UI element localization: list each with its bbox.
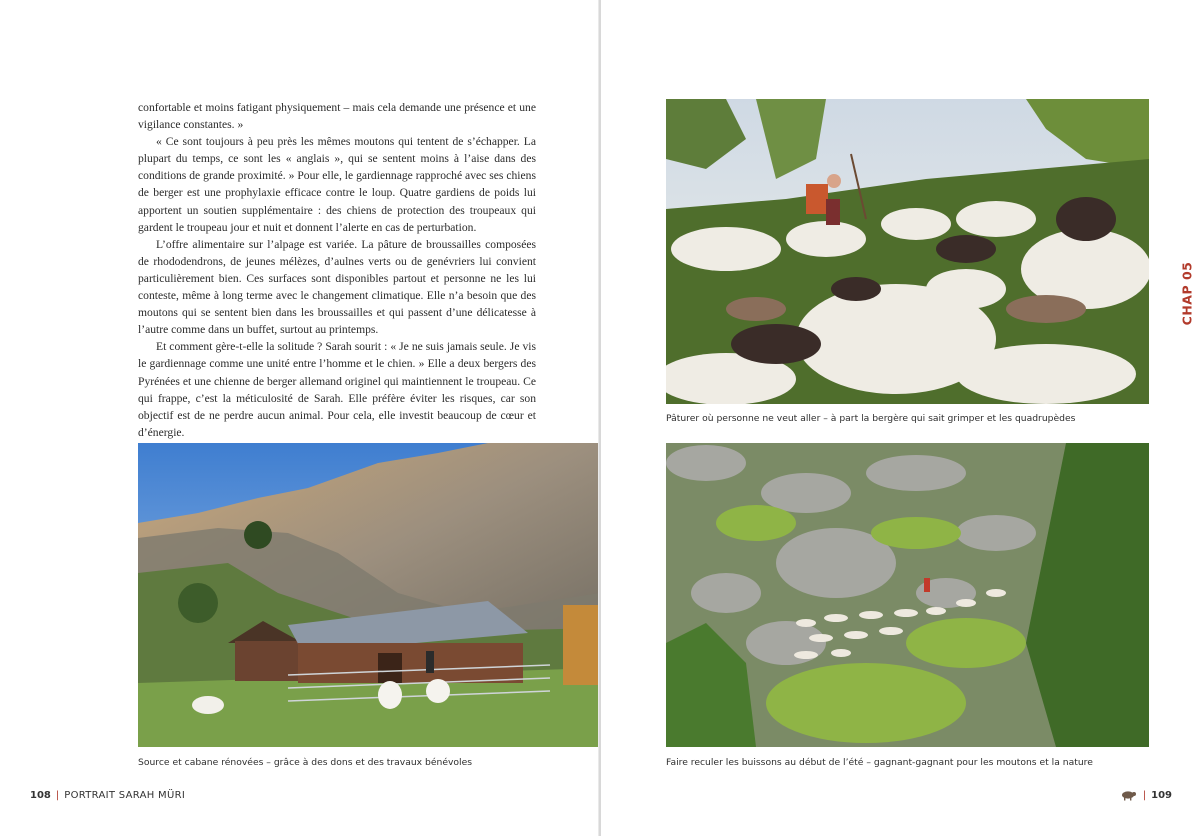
page-number: 109 [1151,790,1172,801]
paragraph: confortable et moins fatigant physiquement – mais cela demande une présence et une vigilance constantes. » [138,101,536,132]
chapter-tab [1174,258,1200,328]
sheep-photo-caption: Pâturer où personne ne veut aller – à part la bergère qui sait grimper et les quadrupèdes [666,413,1076,424]
right-folio [1120,790,1172,801]
chapter-tab-label: CHAP 05 [1179,261,1195,325]
paragraph: L’offre alimentaire sur l’alpage est variée. La pâture de broussailles composées de rhododendrons, de jeunes mélèzes, d’aulnes verts ou de genévriers lui convient particulièrement bien. Ces surfaces sont disponibles partout et personne ne les lui conteste, même à long terme avec le changement climatique. Elle n’a besoin que des moutons qui se sentent bien dans les broussailles et qui passent d’une délicatesse à l’autre comme dans un buffet, surtout au printemps. [138,237,536,337]
sheep-icon [1120,790,1136,801]
left-page [0,0,599,836]
cabin-photo [138,443,600,747]
running-title: PORTRAIT SARAH MÜRI [64,790,186,801]
slope-photo-caption: Faire reculer les buissons au début de l’été – gagnant-gagnant pour les moutons et la nature [666,757,1093,768]
slope-photo [666,443,1149,747]
article-body [138,99,536,441]
page-number: 108 [30,790,51,801]
folio-separator: | [1142,790,1147,801]
left-folio [30,790,185,801]
paragraph: « Ce sont toujours à peu près les mêmes moutons qui tentent de s’échapper. La plupart du temps, ce sont les « anglais », qui se sentent moins à l’aise dans des conditions de grande proximité. » Pour elle, le gardiennage rapproché avec ses chiens de berger est une prophylaxie efficace contre le loup. Quatre gardiens de poids lui apportent un soutien supplémentaire : des chiens de protection des troupeaux qui gardent le troupeau jour et nuit et donnent l’alerte en cas de perturbation. [138,135,536,234]
folio-separator: | [55,790,60,801]
cabin-photo-caption: Source et cabane rénovées – grâce à des dons et des travaux bénévoles [138,757,473,768]
paragraph: Et comment gère-t-elle la solitude ? Sarah sourit : « Je ne suis jamais seule. Je vis le gardiennage comme une unité entre l’homme et le chien. » Elle a deux bergers des Pyrénées et une chienne de berger allemand originel qui maintiennent le troupeau. Ce qui frappe, c’est la méticulosité de Sarah. Elle préfère éviter les risques, car son objectif est de ne perdre aucun animal. Pour cela, elle investit beaucoup de cœur et d’énergie. [138,340,536,439]
sheep-photo [666,99,1149,404]
